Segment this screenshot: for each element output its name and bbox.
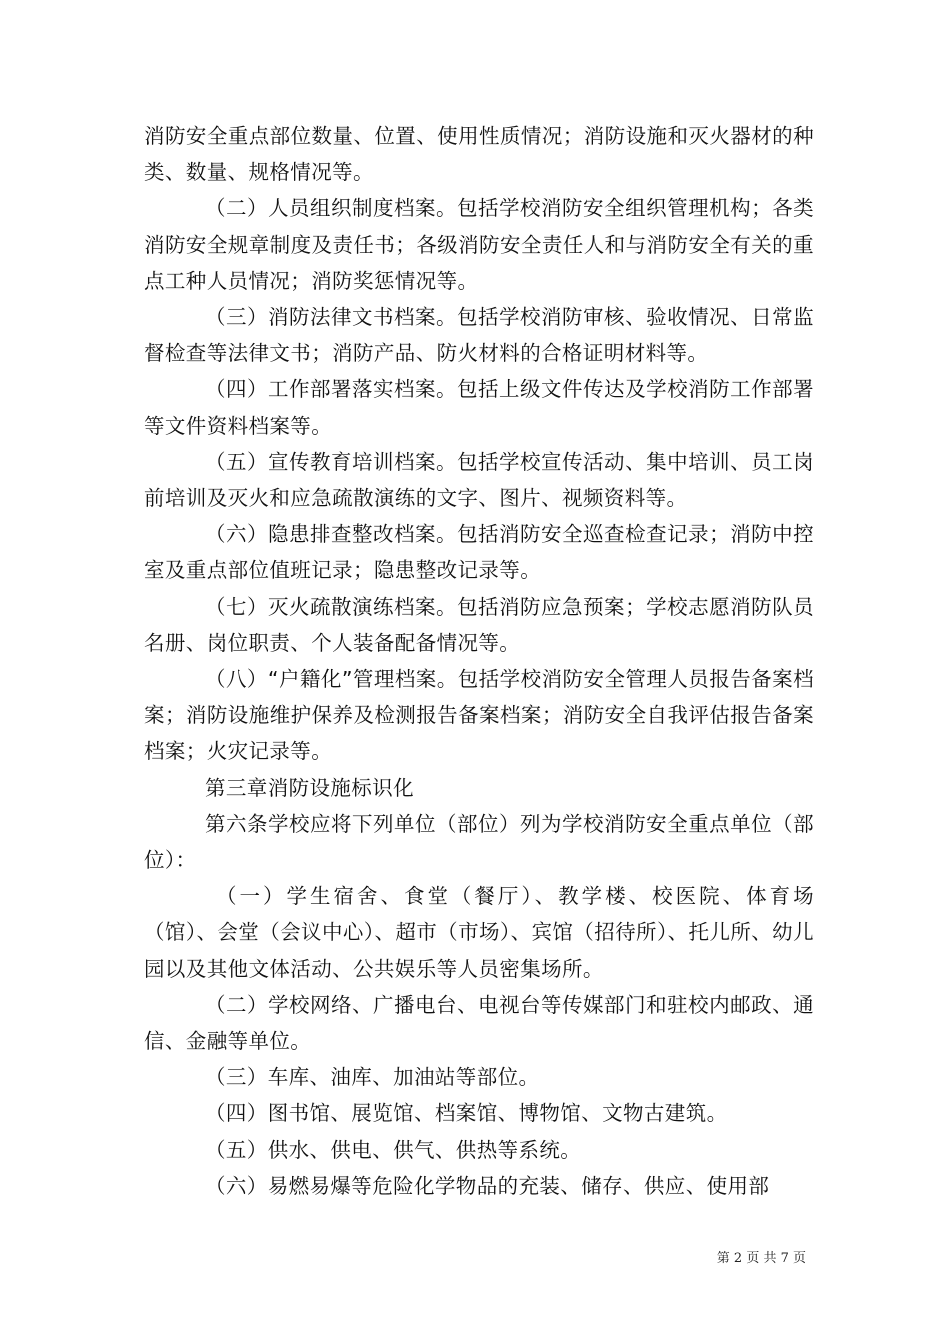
chapter-heading: 第三章消防设施标识化 — [205, 775, 414, 800]
article-six-item-5: （五）供水、供电、供气、供热等系统。 — [205, 1137, 582, 1162]
paragraph-item-3: （三）消防法律文书档案。包括学校消防审核、验收情况、日常监督检查等法律文书；消防产品、防火材料的合格证明材料等。 — [144, 305, 814, 366]
article-six-item-2: （二）学校网络、广播电台、电视台等传媒部门和驻校内邮政、通信、金融等单位。 — [144, 992, 814, 1054]
paragraph-item-7: （七）灭火疏散演练档案。包括消防应急预案；学校志愿消防队员名册、岗位职责、个人装备配备情况等。 — [144, 594, 814, 655]
document-body — [144, 118, 814, 1204]
article-six-item-4: （四）图书馆、展览馆、档案馆、博物馆、文物古建筑。 — [205, 1101, 728, 1126]
article-six-item-3: （三）车库、油库、加油站等部位。 — [205, 1065, 540, 1090]
page-number: 第 2 页 共 7 页 — [716, 1251, 806, 1266]
article-six: 第六条学校应将下列单位（部位）列为学校消防安全重点单位（部位）： — [144, 811, 814, 873]
paragraph-continuation: 消防安全重点部位数量、位置、使用性质情况；消防设施和灭火器材的种类、数量、规格情况等。 — [144, 124, 814, 185]
article-six-item-1: （一）学生宿舍、食堂（餐厅）、教学楼、校医院、体育场（馆）、会堂（会议中心）、超市（市场）、宾馆（招待所）、托儿所、幼儿园以及其他文体活动、公共娱乐等人员密集场所。 — [144, 884, 814, 981]
article-six-item-6: （六）易燃易爆等危险化学物品的充装、储存、供应、使用部 — [205, 1173, 770, 1198]
paragraph-item-4: （四）工作部署落实档案。包括上级文件传达及学校消防工作部署等文件资料档案等。 — [144, 377, 814, 438]
paragraph-item-2: （二）人员组织制度档案。包括学校消防安全组织管理机构；各类消防安全规章制度及责任书；各级消防安全责任人和与消防安全有关的重点工种人员情况；消防奖惩情况等。 — [144, 196, 814, 293]
paragraph-item-8: （八）“户籍化”管理档案。包括学校消防安全管理人员报告备案档案；消防设施维护保养及检测报告备案档案；消防安全自我评估报告备案档案；火灾记录等。 — [144, 667, 814, 764]
paragraph-item-5: （五）宣传教育培训档案。包括学校宣传活动、集中培训、员工岗前培训及灭火和应急疏散演练的文字、图片、视频资料等。 — [144, 449, 814, 511]
paragraph-item-6: （六）隐患排查整改档案。包括消防安全巡查检查记录；消防中控室及重点部位值班记录；隐患整改记录等。 — [144, 522, 814, 583]
